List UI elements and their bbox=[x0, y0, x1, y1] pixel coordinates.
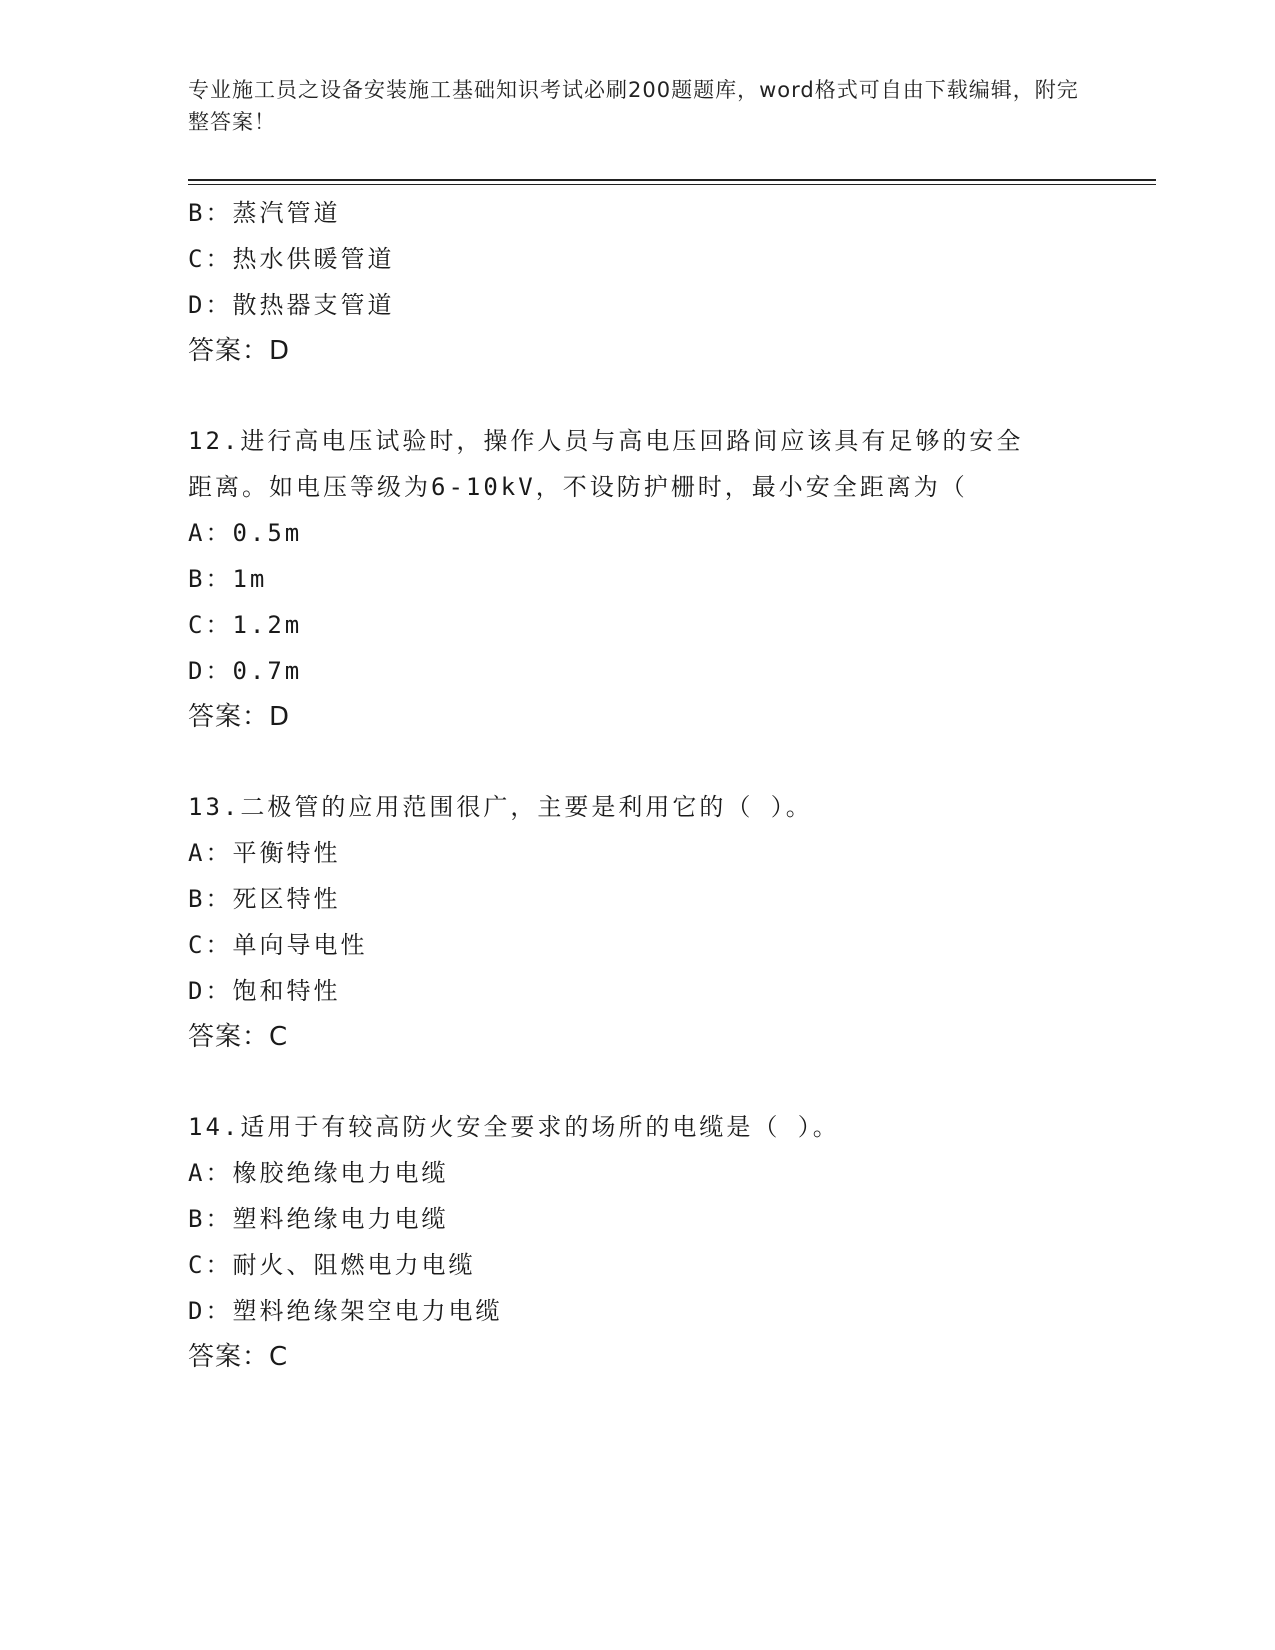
question-13 bbox=[188, 784, 1088, 1060]
option-b: B：塑料绝缘电力电缆 bbox=[188, 1205, 449, 1233]
header-rule-thin bbox=[188, 184, 1156, 185]
question-12 bbox=[188, 418, 1088, 740]
option-a: A：平衡特性 bbox=[188, 839, 341, 867]
option-d: D：塑料绝缘架空电力电缆 bbox=[188, 1297, 503, 1325]
document-body bbox=[188, 190, 1088, 1380]
option-a: A：0.5m bbox=[188, 519, 303, 547]
option-c: C：耐火、阻燃电力电缆 bbox=[188, 1251, 476, 1279]
header-rule-thick bbox=[188, 179, 1156, 181]
question-stem: 14.适用于有较高防火安全要求的场所的电缆是（ ）。 bbox=[188, 1113, 840, 1141]
question-stem: 12.进行高电压试验时，操作人员与高电压回路间应该具有足够的安全 bbox=[188, 427, 1024, 455]
option-b: B：死区特性 bbox=[188, 885, 341, 913]
answer: 答案：D bbox=[188, 336, 291, 366]
option-a: A：橡胶绝缘电力电缆 bbox=[188, 1159, 449, 1187]
option-c: C：单向导电性 bbox=[188, 931, 368, 959]
option-d: D：0.7m bbox=[188, 657, 303, 685]
question-stem-continued: 距离。如电压等级为6-10kV，不设防护栅时，最小安全距离为（ bbox=[188, 473, 968, 501]
option-b: B：蒸汽管道 bbox=[188, 199, 341, 227]
question-11-tail bbox=[188, 190, 1088, 374]
document-header: 专业施工员之设备安装施工基础知识考试必刷200题题库，word格式可自由下载编辑，附完整答案！ bbox=[188, 78, 1079, 134]
option-b: B：1m bbox=[188, 565, 268, 593]
option-c: C：1.2m bbox=[188, 611, 303, 639]
option-d: D：散热器支管道 bbox=[188, 291, 395, 319]
answer: 答案：C bbox=[188, 1342, 289, 1372]
question-14 bbox=[188, 1104, 1088, 1380]
option-c: C：热水供暖管道 bbox=[188, 245, 395, 273]
answer: 答案：C bbox=[188, 1022, 289, 1052]
question-stem: 13.二极管的应用范围很广，主要是利用它的（ ）。 bbox=[188, 793, 813, 821]
option-d: D：饱和特性 bbox=[188, 977, 341, 1005]
answer: 答案：D bbox=[188, 702, 291, 732]
